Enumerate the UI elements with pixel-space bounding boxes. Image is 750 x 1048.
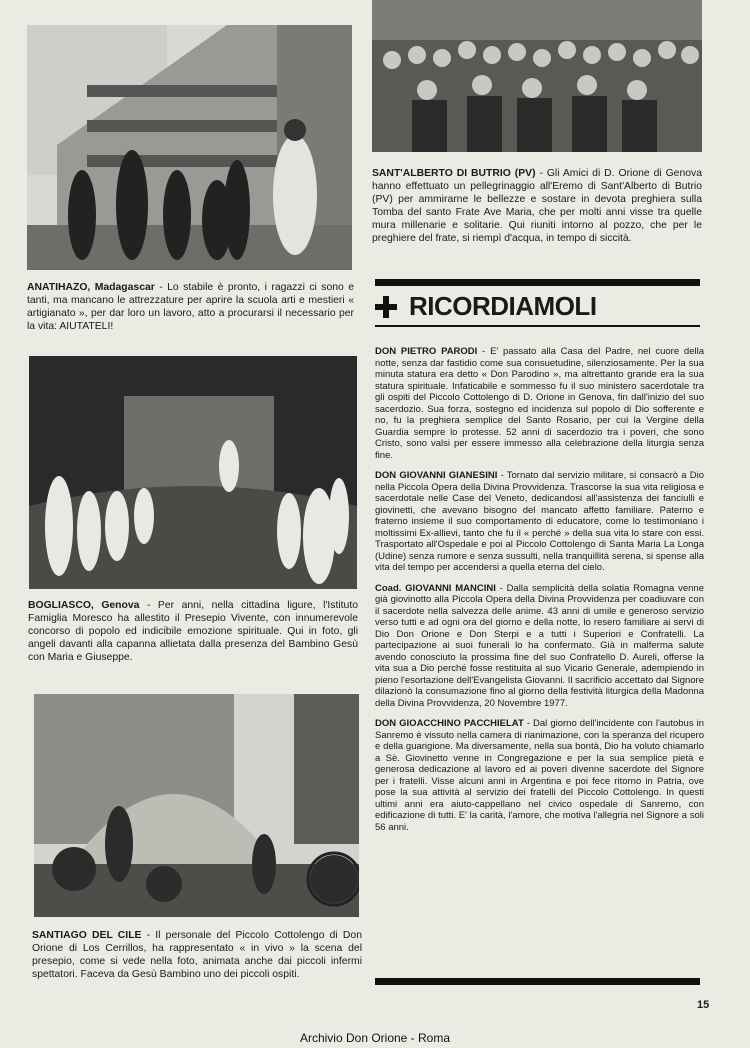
caption-santiago — [32, 929, 362, 981]
section-heading — [375, 291, 597, 322]
caption-text: - Per anni, nella cittadina ligure, l'Istituto Famiglia Moresco ha allestito il Presepio Vivente, con innumerevole concorso di popolo ed indicibile emozione spirituale. Qui in foto, gli angeli davanti alla capanna allietata dalla presenza del Bambino Gesù con Maria e Giuseppe. — [28, 600, 358, 664]
caption-place: BOGLIASCO, Genova — [28, 600, 140, 611]
obituary-text: - Dal giorno dell'incidente con l'autobus in Sanremo è vissuto nella camera di rianimazione, con la speranza del ricupero e della guarigione. Ma diversamente, nella sua bontà, Dio ha voluto chiamarlo a Sè. Giovinetto venne in Congregazione e per la sua semplice pietà e generosa dedicazione al lavoro ed ai poveri divenne sacerdote del Signore per i fratelli. Visse alcuni anni in Argentina e poi fece ritorno in Patria, ove pose la sua attività al servizio dei fratelli del Piccolo Cottolengo. In questi ultimi anni era aiuto-cappellano nel civico ospedale di Sanremo, con edificazione di tutti. E' la carità, l'amore, che motiva l'allegria nel Signore a soli 56 anni. — [375, 718, 705, 833]
caption-antihazo — [27, 281, 354, 333]
obituary — [375, 718, 704, 833]
cross-icon — [375, 296, 397, 318]
caption-text: - Gli Amici di D. Orione di Genova hanno effettuato un pellegrinaggio all'Eremo di Sant'Alberto di Butrio (PV) per ammirarne le bellezze e sostare in devota preghiera sulla Tomba del santo Frate Ave Maria, che per molti anni visse tra quelle mura millenarie e solitarie. Qui riuniti intorno al pozzo, che per le preghiere del frate, si riempì d'acqua, in tempo di siccità. — [372, 168, 702, 245]
obituary-name: DON GIOACCHINO PACCHIELAT — [375, 718, 524, 729]
photo-butrio — [372, 0, 702, 152]
photo-bogliasco — [29, 356, 357, 589]
obituary-name: DON PIETRO PARODI — [375, 346, 478, 357]
page-number: 15 — [697, 999, 710, 1011]
obituary-text: - Tornato dal servizio militare, si consacrò a Dio nella Piccola Opera della Divina Provvidenza. Trascorse la sua vita religiosa e sacerdotale nelle Case del Veneto, dedicandosi all'assistenza dei fanciulli e giovinetti, che avevano bisogno del mancato affetto familiare. Paterno e fraterno insieme il suo comportamento di educatore, come lo testimoniano i moltissimi Ex-allievi, tanto che fu il « perché » della sua vita lo stare con essi. Trasportato all'Ospedale e poi al Piccolo Cottolengo di Santa Maria La Longa (Udine) senza rumore e senza sussulti, nella tranquillità serena, si spense alla vita del tempo per accendersi a quella eterna del cielo. — [375, 470, 704, 573]
obituary-name: DON GIOVANNI GIANESINI — [375, 470, 498, 481]
heading-rule-top — [375, 279, 700, 286]
heading-rule-bottom — [375, 325, 700, 327]
caption-bogliasco — [28, 599, 358, 664]
caption-place: ANATIHAZO, Madagascar — [27, 282, 155, 293]
caption-text: - Il personale del Piccolo Cottolengo di Don Orione di Los Cerrillos, ha rappresentato « in vivo » la scena del presepio, come si vede nella foto, animata anche dai piccoli infermi spettatori. Faceva da Gesù Bambino uno dei piccoli ospiti. — [32, 930, 362, 981]
bottom-rule — [375, 978, 700, 985]
caption-place: SANTIAGO DEL CILE — [32, 930, 142, 941]
caption-place: SANT'ALBERTO DI BUTRIO (PV) — [372, 168, 536, 179]
archive-footer: Archivio Don Orione - Roma — [299, 1031, 451, 1045]
obituary — [375, 346, 704, 461]
caption-butrio — [372, 167, 702, 246]
caption-text: - Lo stabile è pronto, i ragazzi ci sono e tanti, ma mancano le attrezzature per aprire la scuola arti e mestieri « artigianato », per dar loro un lavoro, atto a procurarsi il necessario per la vita: AIUTATELI! — [27, 282, 355, 333]
photo-santiago — [34, 694, 359, 917]
obituary-text: - Dalla semplicità della solatia Romagna venne già giovinotto alla Piccola Opera della Divina Provvidenza per coadiuvare con il sacerdote nella salvezza delle anime. 43 anni di umile e generoso servizio verso tutti e ad ogni ora del giorno e della notte, lo resero familiare ai servi di Dio Don Orione e Don Sterpi e a tutti i Superiori e Confratelli. La partecipazione ai suoi funerali lo ha confermato. Già in malferma salute avendo conosciuto la prossima fine del suo Confratello D. Aureli, offerse la vita sua a Dio perché fosse restituita al suo Vicario Generale, adempiendo in pieno l'esortazione dell'Evangelista Giovanni. Il sacrificio accettato dal Signore dilazionò la consumazione fino al giorno della festività liturgica della Madonna della Divina Provvidenza, 20 Novembre 1977. — [375, 582, 704, 709]
obituaries-column — [375, 346, 704, 842]
obituary-name: Coad. GIOVANNI MANCINI — [375, 582, 496, 594]
obituary-text: - E' passato alla Casa del Padre, nel cuore della notte, senza dar fastidio come sua consuetudine, silenziosamente. Per la sua minuta statura era detto « Don Parodino », ma altrettanto grande era la sua statura spirituale. Infaticabile e sommesso fu il suo ministero sacerdotale tra gli ospiti del Piccolo Cottolengo di D. Orione in Genova, fin dall'inizio del suo sacerdozio. Sua forza, sostegno ed incidenza sul popolo di Dio sofferente e no, fu la preghiera semplice del Santo Rosario, per cui la Vergine della Guardia sempre lo protesse. 52 anni di sacerdozio tra i poveri, che sono Cristo, sono valsi per essere immesso alla celebrazione della liturgia senza fine. — [375, 346, 704, 461]
obituary — [375, 583, 704, 710]
photo-antihazo — [27, 25, 352, 270]
section-title: RICORDIAMOLI — [409, 291, 597, 321]
obituary — [375, 470, 704, 574]
